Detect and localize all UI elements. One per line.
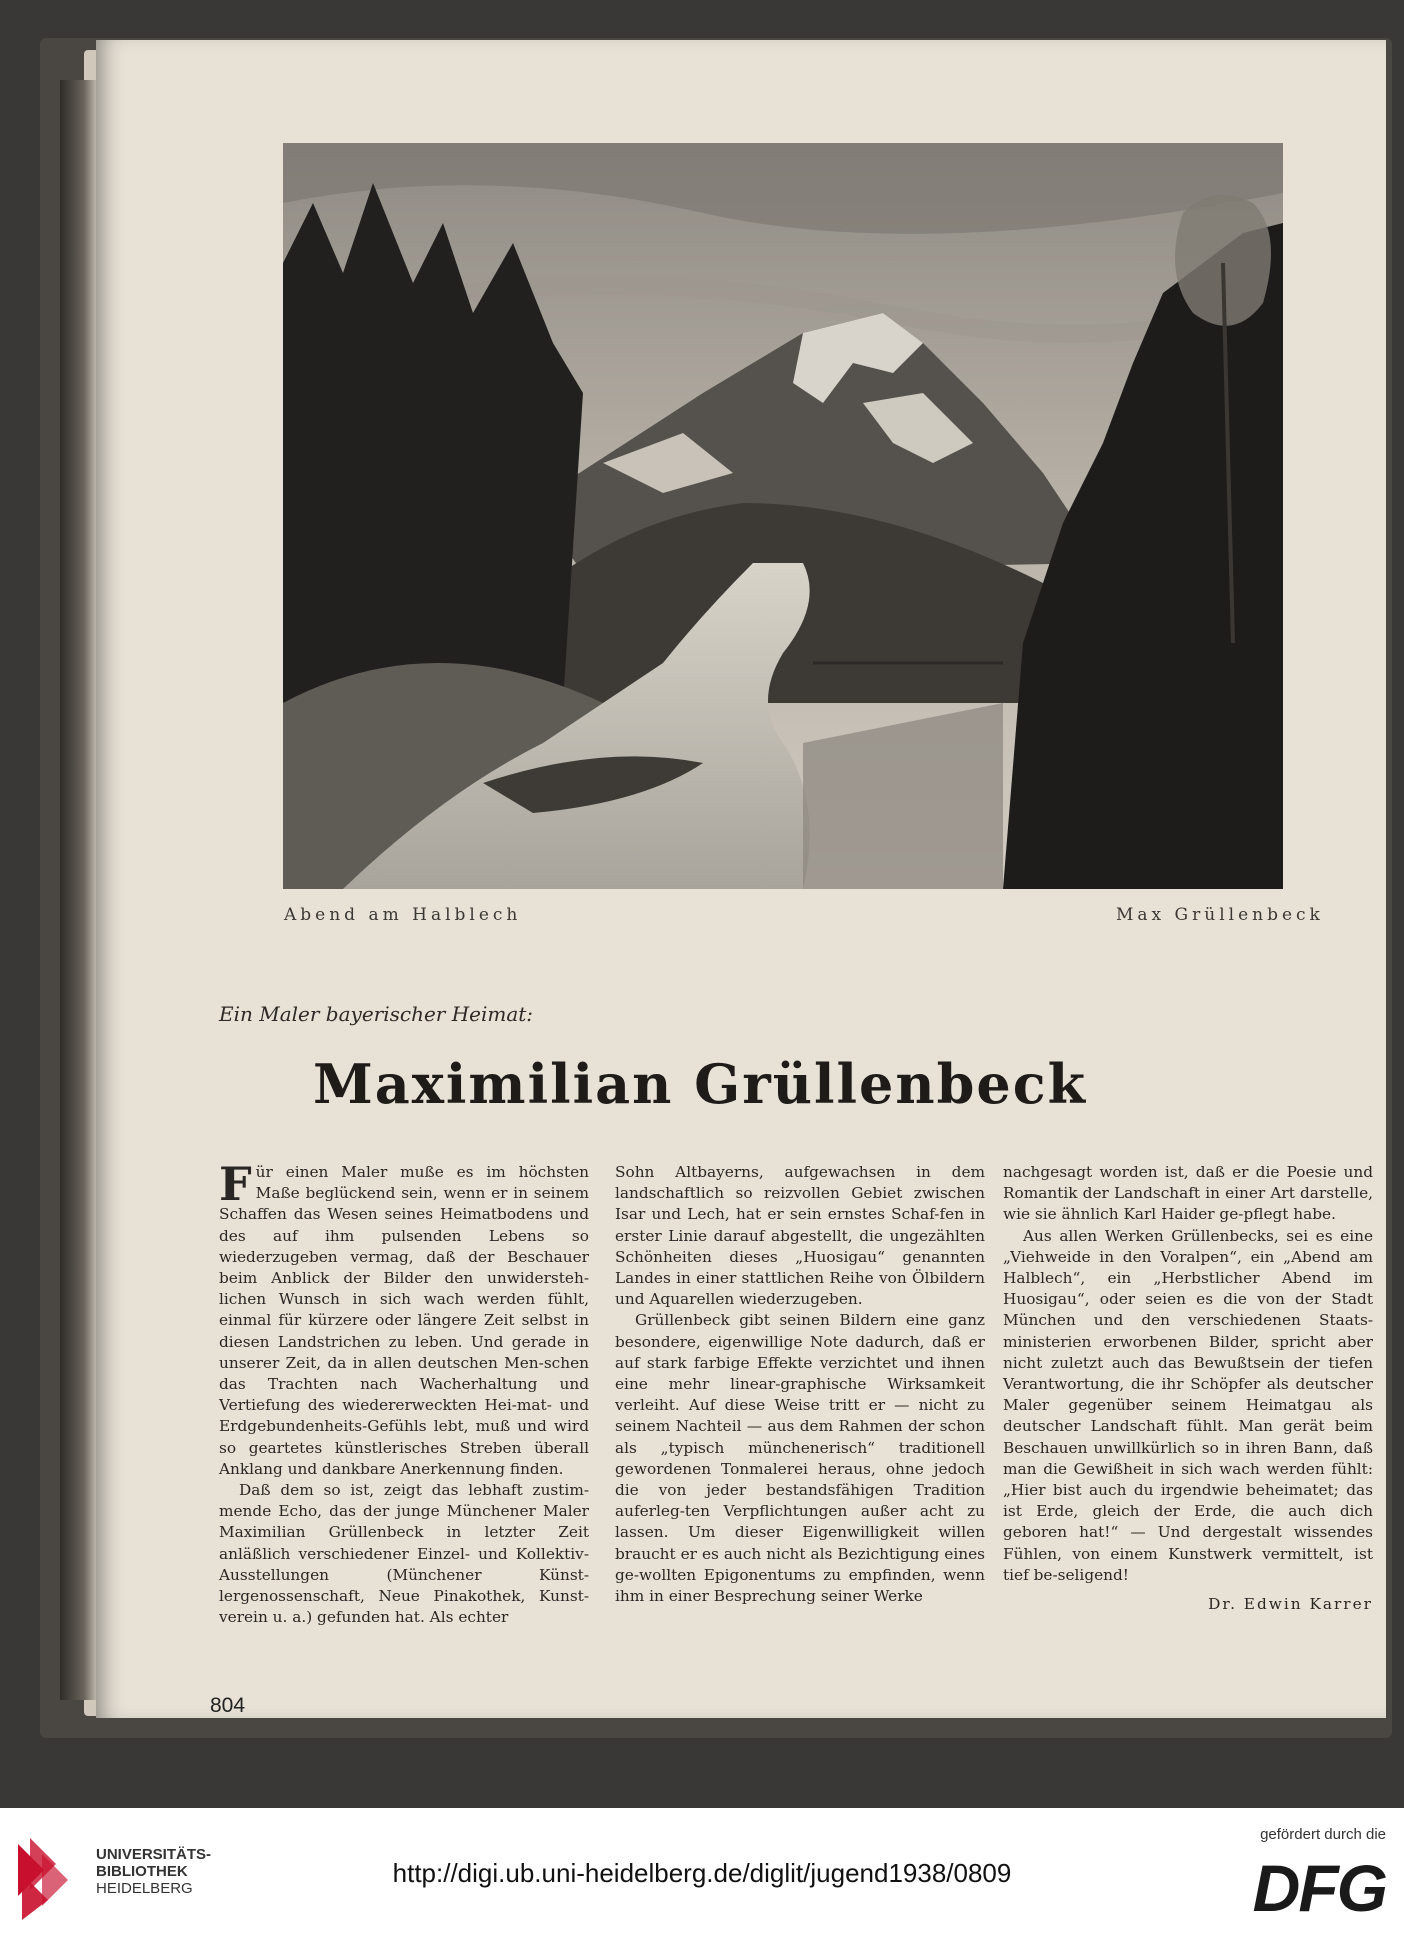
funded-by-label: gefördert durch die bbox=[1260, 1826, 1386, 1843]
painting-artist-caption: Max Grüllenbeck bbox=[1116, 905, 1324, 925]
institution-line: UNIVERSITÄTS- bbox=[96, 1846, 212, 1863]
paragraph-text: ür einen Maler muße es im höchsten Maße beglückend sein, wenn er in seinem Schaffen das Wesen seines Heimatbodens und des auf ihm pulsenden Lebens so wiederzugeben vermag, daß der Beschauer beim Anblick der Bilder den unwidersteh-lichen Wunsch in sich wach werden fühlt, einmal für kürzere oder längere Zeit selbst in diesen Landstrichen zu leben. Und gerade in unserer Zeit, da in allen deutschen Men-schen das Trachten nach Wacherhaltung und Vertiefung des wiedererweckten Hei-mat- und Erdgebundenheits-Gefühls lebt, muß und wird so geartetes künstlerisches Streben überall Anklang und dankbare Anerkennung finden. bbox=[219, 1163, 589, 1478]
source-url-link[interactable]: http://digi.ub.uni-heidelberg.de/diglit/jugend1938/0809 bbox=[392, 1858, 1012, 1888]
drop-cap: F bbox=[219, 1157, 252, 1211]
painting-title-caption: Abend am Halblech bbox=[284, 905, 522, 925]
text-column-1 bbox=[219, 1157, 589, 1628]
footer-bar bbox=[0, 1808, 1404, 1949]
paragraph: Sohn Altbayerns, aufgewachsen in dem landschaftlich so reizvollen Gebiet zwischen Isar und Lech, hat er sein ernstes Schaf-fen in erster Linie darauf abgestellt, die ungezählten Schönheiten dieses „Huosigau“ genannten Landes in einer stattlichen Reihe von Ölbildern und Aquarellen wiederzugeben. bbox=[615, 1163, 985, 1309]
text-column-2 bbox=[615, 1162, 985, 1607]
author-signature: Dr. Edwin Karrer bbox=[1208, 1595, 1373, 1614]
text-column-3 bbox=[1003, 1162, 1373, 1615]
paragraph: Aus allen Werken Grüllenbecks, sei es eine „Viehweide in den Voralpen“, ein „Abend am Halblech“, ein „Herbstlicher Abend im Huosigau“, oder seien es die von der Stadt München und den verschiedenen Staats-ministerien erworbenen Bilder, spricht aber nicht zuletzt auch das Bewußtsein der tiefen Verantwortung, die ihr Schöpfer als deutscher Maler gegenüber seinem Heimatgau als deutscher Landschaft fühlt. Man gerät beim Beschauen unwillkürlich so in ihren Bann, daß man die Gewißheit in sich wach werden fühlt: „Hier bist auch du irgendwie beheimatet; das ist Erde, gleich der Erde, die auch dich geboren hat!“ — Und dergestalt wissendes Fühlen, von einem Kunstwerk vermittelt, ist tief be-seligend! bbox=[1003, 1226, 1373, 1584]
page-number: 804 bbox=[210, 1694, 246, 1717]
landscape-painting bbox=[283, 143, 1283, 889]
article-title: Maximilian Grüllenbeck bbox=[312, 1052, 1088, 1116]
institution-line: HEIDELBERG bbox=[96, 1880, 193, 1897]
painting-illustration bbox=[283, 143, 1283, 889]
paragraph: nachgesagt worden ist, daß er die Poesie und Romantik der Landschaft in einer Art darstelle, wie sie ähnlich Karl Haider ge-pflegt habe. bbox=[1003, 1163, 1373, 1224]
paragraph: Daß dem so ist, zeigt das lebhaft zustim-mende Echo, das der junge Münchener Maler Maximilian Grüllenbeck in letzter Zeit anläßlich verschiedener Einzel- und Kollektiv-Ausstellungen (Münchener Künst-lergenossenschaft, Neue Pinakothek, Kunst-verein u. a.) gefunden hat. Als echter bbox=[219, 1481, 589, 1627]
institution-line: BIBLIOTHEK bbox=[96, 1863, 188, 1880]
paragraph bbox=[219, 1157, 589, 1480]
book-spine-ridge bbox=[60, 80, 100, 1700]
paragraph: Grüllenbeck gibt seinen Bildern eine ganz besondere, eigenwillige Note dadurch, daß er auf stark farbige Effekte verzichtet und ihnen eine mehr linear-graphische Wirksamkeit verleiht. Auf diese Weise tritt er — nicht zu seinem Nachteil — aus dem Rahmen der schon als „typisch münchenerisch“ traditionell gewordenen Tonmalerei heraus, ohne jedoch die von jeder bestandsfähigen Tradition auferleg-ten Verpflichtungen außer acht zu lassen. Um dieser Eigenwilligkeit willen braucht er es auch nicht als Bezichtigung eines ge-wollten Epigonentums zu empfinden, wenn ihm in einer Besprechung seiner Werke bbox=[615, 1311, 985, 1606]
dfg-logo[interactable]: DFG bbox=[1252, 1851, 1386, 1925]
article-kicker: Ein Maler bayerischer Heimat: bbox=[219, 1002, 534, 1026]
